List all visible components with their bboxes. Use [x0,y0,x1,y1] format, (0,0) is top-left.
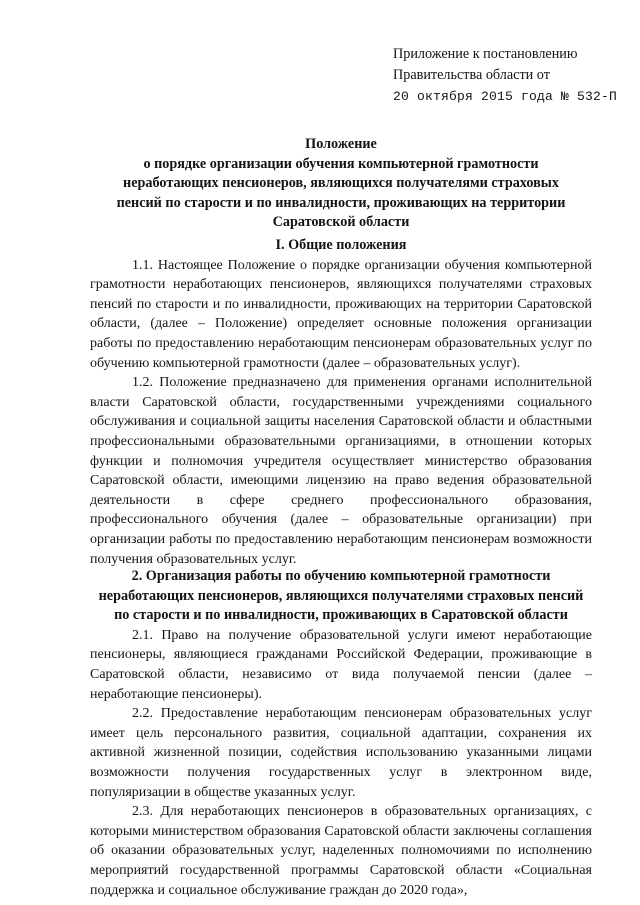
paragraph-1-2: 1.2. Положение предназначено для применения органами исполнительной власти Саратовской области, государственными учреждениями социального обслуживания и социальной защиты населения Саратовской области и областными профессиональными образовательными организациями, в отношении которых функции и полномочия учредителя осуществляет министерство образования Саратовской области, имеющими лицензию на право ведения образовательной деятельности в сфере среднего профессионального образования, профессионального обучения (далее – образовательные организации) при организации работы по предоставлению неработающим пенсионерам возможности получения образовательных услуг. [90,375,592,567]
appendix-line-1: Приложение к постановлению [393,46,578,62]
section-2-heading [90,567,592,626]
paragraph-2-2: 2.2. Предоставление неработающим пенсионерам образовательных услуг имеет цель персонального развития, социальной адаптации, сохранения их активной жизненной позиции, содействия использованию указанными лицами возможности получения государственных услуг в электронном виде, популяризации в обществе указанных услуг. [90,706,592,800]
appendix-line-2: Правительства области от [393,67,550,83]
title-line-5: Саратовской области [272,214,410,231]
title-line-1: Положение [305,136,377,152]
paragraph-1-1: 1.1. Настоящее Положение о порядке организации обучения компьютерной грамотности неработающих пенсионеров, являющихся получателями страховых пенсий по старости и по инвалидности, проживающих на территории Саратовской области, (далее – Положение) определяет основные положения организации работы по предоставлению неработающим пенсионерам образовательных услуг по обучению компьютерной грамотности (далее – образовательных услуг). [90,257,592,371]
paragraph-2-1: 2.1. Право на получение образовательной услуги имеют неработающие пенсионеры, являющиеся гражданами Российской Федерации, проживающие в Саратовской области, независимо от вида получаемой пенсии (далее – неработающие пенсионеры). [90,627,592,702]
appendix-date-number: 20 октября 2015 года № 532-П [393,89,618,104]
paragraph-2-3: 2.3. Для неработающих пенсионеров в образовательных организациях, с которыми министерством образования Саратовской области заключены соглашения об оказании образовательных услуг, наделенных полномочиями по исполнению мероприятий государственной программы Саратовской области «Социальная поддержка и социальное обслуживание граждан до 2020 года», [90,804,592,898]
appendix-note [393,44,633,107]
section-2 [90,567,592,900]
section-2-heading-line-2: неработающих пенсионеров, являющихся получателями страховых пенсий [98,587,584,604]
title-line-2: о порядке организации обучения компьютерной грамотности [143,155,539,172]
document-title [90,135,592,233]
section-2-heading-line-1: 2. Организация работы по обучению компьютерной грамотности [131,568,551,584]
title-line-4: пенсий по старости и по инвалидности, проживающих на территории [116,194,566,211]
section-1-heading: I. Общие положения [275,237,407,253]
section-2-heading-line-3: по старости и по инвалидности, проживающих в Саратовской области [114,607,568,624]
section-1 [90,236,592,569]
title-line-3: неработающих пенсионеров, являющихся получателями страховых [123,175,559,192]
